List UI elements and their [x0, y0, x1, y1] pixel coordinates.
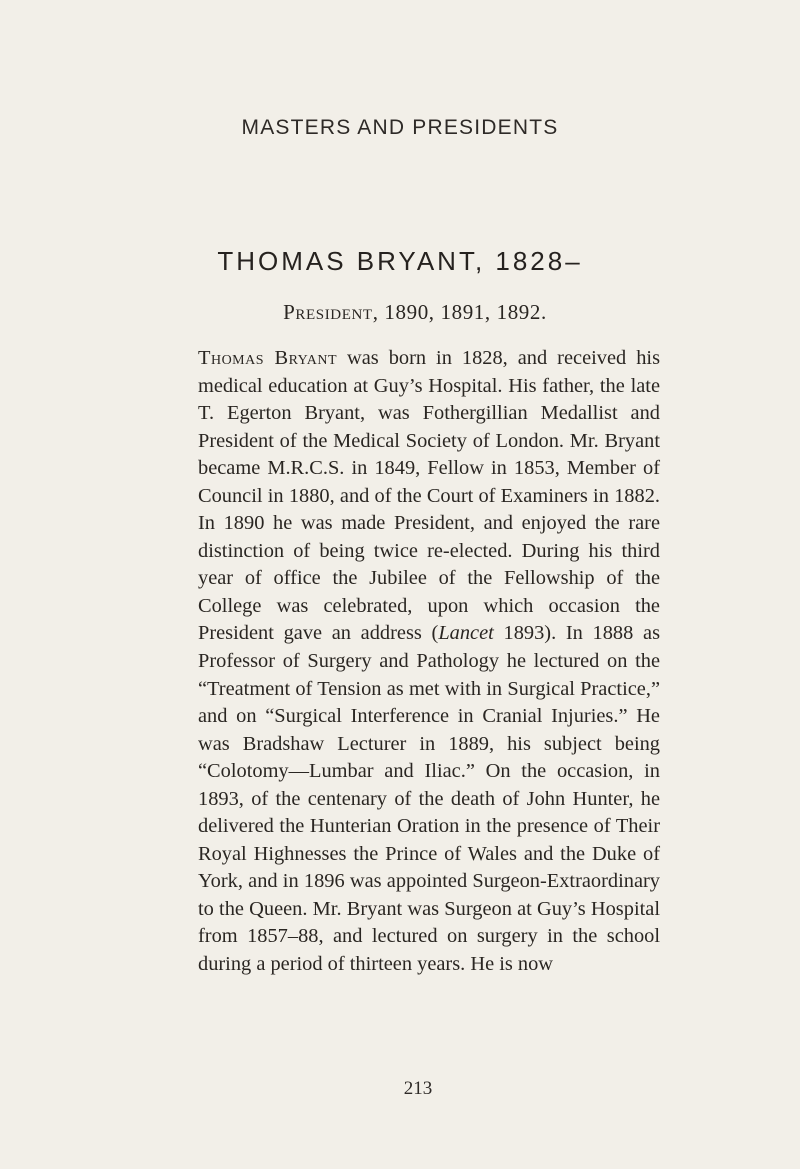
- running-head: MASTERS AND PRESIDENTS: [241, 116, 559, 139]
- page-title: THOMAS BRYANT, 1828–: [217, 246, 583, 276]
- body-text-part-2: 1893). In 1888 as Professor of Surgery and Pathology he lectured on the “Treatment of Tension as met with in Surgical Practice,” and on “Surgical Interference in Cranial Injuries.” He was Bradshaw Lecturer in 1889, his subject being “Colotomy—Lumbar and Iliac.” On the occasion, in 1893, of the centenary of the death of John Hunter, he delivered the Hunterian Oration in the presence of Their Royal Highnesses the Prince of Wales and the Duke of York, and in 1896 was appointed Surgeon-Extraordinary to the Queen. Mr. Bryant was Surgeon at Guy’s Hospital from 1857–88, and lectured on surgery in the school during a period of thirteen years. He is now: [198, 622, 660, 976]
- body-paragraph: [198, 345, 660, 979]
- page-number: 213: [403, 1078, 433, 1099]
- body-text-part-1: was born in 1828, and received his medical education at Guy’s Hospital. His father, the late T. Egerton Bryant, was Fothergillian Medallist and President of the Medical Society of London. Mr. Bryant became M.R.C.S. in 1849, Fellow in 1853, Member of Council in 1880, and of the Court of Examiners in 1882. In 1890 he was made President, and enjoyed the rare distinction of being twice re-elected. During his third year of office the Jubilee of the Fellowship of the College was celebrated, upon which occasion the President gave an address (: [198, 347, 661, 645]
- subtitle: President, 1890, 1891, 1892.: [283, 300, 547, 324]
- lead-name: Thomas Bryant: [198, 347, 338, 369]
- lancet-citation: Lancet: [438, 622, 494, 645]
